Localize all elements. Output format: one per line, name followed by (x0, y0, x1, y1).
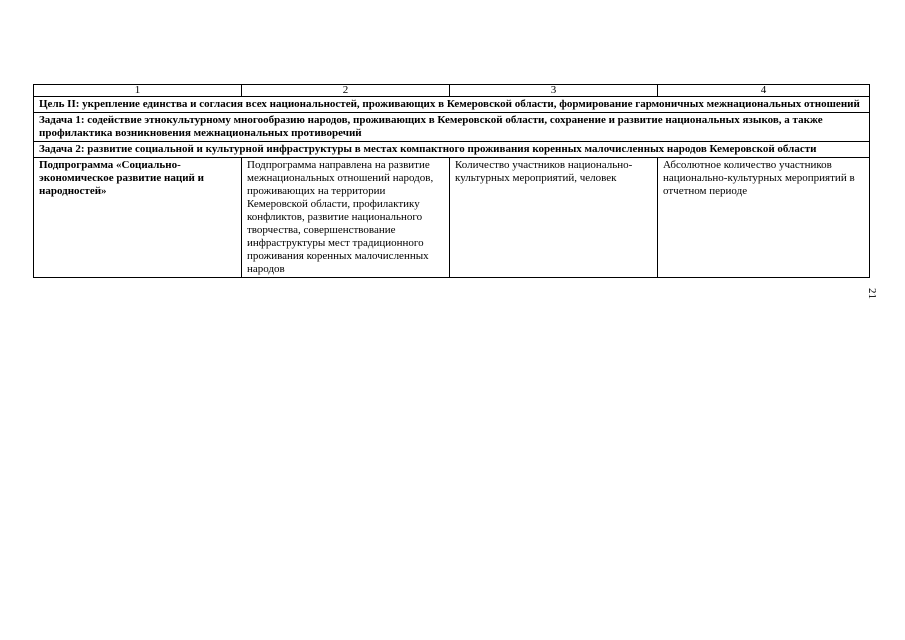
column-number-3: 3 (450, 85, 658, 97)
task2-text: Задача 2: развитие социальной и культурной инфраструктуры в местах компактного проживания коренных малочисленных народов Кемеровской области (34, 142, 870, 158)
task2-row (34, 142, 870, 158)
indicator-name: Количество участников национально-культурных мероприятий, человек (450, 158, 658, 278)
task1-text: Задача 1: содействие этнокультурному многообразию народов, проживающих в Кемеровской области, сохранение и развитие национальных языков, а также профилактика возникновения межнациональных противоречий (34, 113, 870, 142)
task1-row (34, 113, 870, 142)
subprogram-name: Подпрограмма «Социально-экономическое развитие наций и народностей» (34, 158, 242, 278)
goal-row (34, 97, 870, 113)
goal-text: Цель II: укрепление единства и согласия всех национальностей, проживающих в Кемеровской области, формирование гармоничных межнациональных отношений (34, 97, 870, 113)
subprogram-description: Подпрограмма направлена на развитие межнациональных отношений народов, проживающих на территории Кемеровской области, профилактику конфликтов, развитие национального творчества, совершенствование инфраструктуры мест традиционного проживания коренных малочисленных народов (242, 158, 450, 278)
subprogram-row (34, 158, 870, 278)
page-number: 21 (866, 288, 878, 299)
column-number-2: 2 (242, 85, 450, 97)
column-number-4: 4 (658, 85, 870, 97)
indicator-method: Абсолютное количество участников национально-культурных мероприятий в отчетном периоде (658, 158, 870, 278)
column-number-1: 1 (34, 85, 242, 97)
indicator-table (33, 84, 870, 278)
column-number-row (34, 85, 870, 97)
